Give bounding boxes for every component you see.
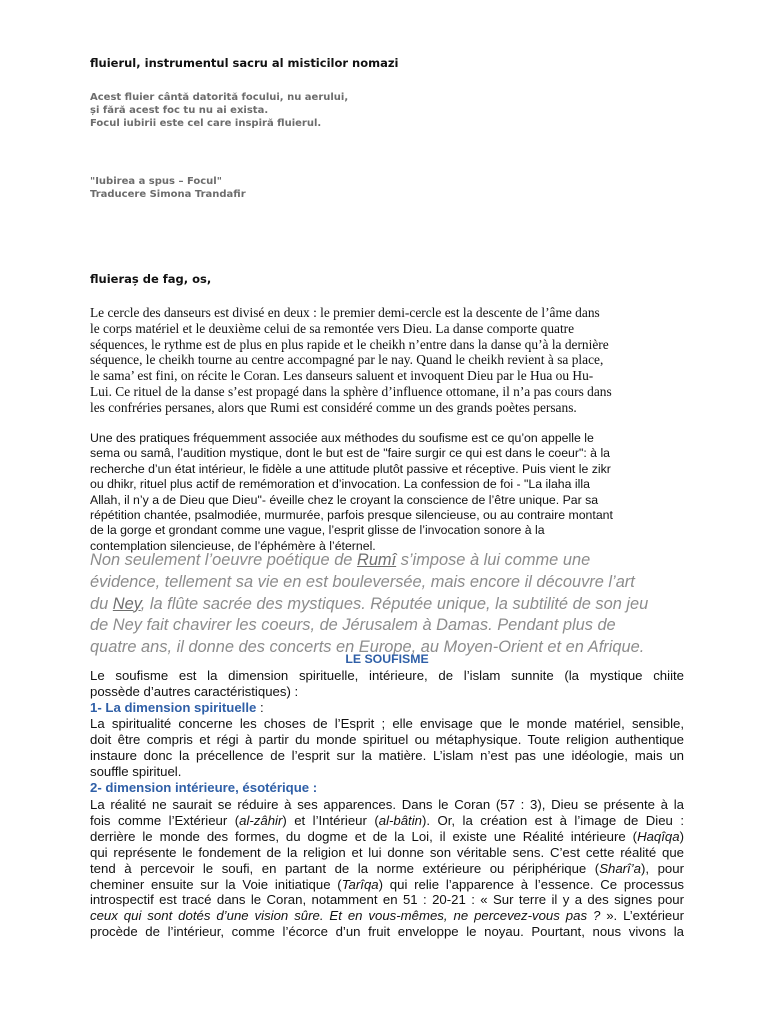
quote-line: quatre ans, il donne des concerts en Europe, au Moyen-Orient et en Afrique. (90, 638, 645, 657)
paragraph-line: le sama’ est fini, on récite le Coran. Les danseurs saluent et invoquent Dieu par le Hua ou Hu- (90, 368, 594, 384)
paragraph-line: Une des pratiques fréquemment associée aux méthodes du soufisme est ce qu’on appelle le (90, 431, 594, 445)
poem-line: Focul iubirii este cel care inspiră fluierul. (90, 118, 322, 129)
quote-text: Non seulement l’oeuvre poétique de (90, 551, 357, 569)
paragraph-line: répétition chantée, psalmodiée, murmurée, parfois presque silencieuse, ou au contraire montant (90, 508, 613, 523)
italic-term: Tarîqa (341, 876, 379, 892)
poem-block (90, 91, 348, 130)
soufisme-heading: LE SOUFISME (345, 652, 429, 666)
text-run: tend à percevoir le soufi, en partant de la norme extérieure ou périphérique ( (90, 860, 600, 876)
paragraph-line: le corps matériel et le deuxième celui de sa remontée vers Dieu. La danse comporte quatre (90, 320, 575, 336)
subheading-label: 1- La dimension spirituelle (90, 700, 257, 715)
paragraph-line: qui représente le fondement de la religion et lui donne son véritable sens. C’est cette réalité que (90, 844, 684, 860)
paragraph-line (90, 829, 684, 845)
text-run: fois comme l’Extérieur ( (90, 812, 240, 828)
page-title: fluierul, instrumentul sacru al misticilor nomazi (90, 56, 399, 70)
paragraph-line (90, 813, 684, 829)
quote-text: du (90, 594, 113, 613)
subheading-spiritual (90, 700, 264, 715)
quote-line (90, 594, 690, 616)
italic-term: Sharî’a (599, 860, 641, 876)
ney-link[interactable]: Ney (112, 594, 141, 613)
text-run: ). Or, la création est à l’image de Dieu : (422, 812, 684, 828)
italic-term: Haqîqa (637, 828, 680, 844)
sema-paragraph (90, 431, 690, 554)
paragraph-line: ou dhikr, rituel plus actif de remémoration et d’invocation. La confession de foi - "La ilaha illa (90, 477, 590, 492)
paragraph-line (90, 877, 684, 893)
text-run: derrière le monde des formes, du dogme et de la Loi, il existe une Réalité intérieure ( (90, 828, 638, 844)
dance-paragraph (90, 305, 690, 416)
paragraph-line: La réalité ne saurait se réduire à ses apparences. Dans le Coran (57 : 3), Dieu se présente à la (90, 797, 684, 812)
ney-quote (90, 550, 690, 659)
paragraph-line: Le soufisme est la dimension spirituelle, intérieure, de l’islam sunnite (la mystique chiite (90, 668, 684, 683)
paragraph-line: possède d’autres caractéristiques) : (90, 683, 299, 699)
paragraph-line: doit être compris et régi à partir du monde spirituel ou métaphysique. Toute religion authentique (90, 731, 684, 747)
text-run: ) (679, 828, 684, 844)
paragraph-line: sema ou samâ, l’audition mystique, dont le but est de "faire surgir ce qui est dans le coeur": à la (90, 446, 611, 461)
paragraph-line: Allah, il n’y a de Dieu que Dieu"- éveille chez le croyant la conscience de l’être unique. Par sa (90, 492, 599, 507)
quote-line: de Ney fait chavirer les coeurs, de Jérusalem à Damas. Pendant plus de (90, 616, 616, 635)
paragraph-line: Lui. Ce rituel de la danse s’est propagé dans la sphère d’influence ottomane, il n’a pas cours dans (90, 383, 612, 399)
credit-line: "Iubirea a spus – Focul" (90, 176, 222, 187)
text-run: ), pour (640, 860, 684, 876)
paragraph-line: contemplation silencieuse, de l’éphémère à l’éternel. (90, 538, 376, 553)
paragraph-line: procède de l’intérieur, comme l’écorce d’un fruit enveloppe le noyau. Pourtant, nous vivons la (90, 924, 684, 940)
subheading-colon: : (256, 700, 264, 715)
paragraph-line: instaure donc la précellence de l’esprit sur la matière. L’islam n’est pas une idéologie, mais un (90, 747, 684, 763)
section-subtitle: fluieraș de fag, os, (90, 272, 212, 286)
quote-line (90, 550, 690, 572)
intro-paragraph (90, 668, 684, 700)
text-run: ) qui relie l’apparence à l’essence. Ce processus (378, 876, 685, 892)
italic-term: al-bâtin (378, 812, 422, 828)
quote-line: évidence, tellement sa vie en est bouleversée, mais encore il découvre l’art (90, 572, 635, 591)
italic-quote: ceux qui sont dotés d’une vision sûre. Et en vous-mêmes, ne percevez-vous pas ? (90, 908, 601, 924)
paragraph-line: Le cercle des danseurs est divisé en deux : le premier demi-cercle est la descente de l’âme dans (90, 305, 600, 320)
quote-text: s’impose à lui comme une (396, 551, 591, 569)
quote-text: , la flûte sacrée des mystiques. Réputée unique, la subtilité de son jeu (140, 594, 649, 613)
text-run: cheminer ensuite sur la Voie initiatique ( (90, 876, 342, 892)
subheading-esoteric: 2- dimension intérieure, ésotérique : (90, 780, 318, 795)
text-run: ». L’extérieur (600, 908, 684, 924)
spiritual-paragraph (90, 716, 684, 780)
credit-line: Traducere Simona Trandafir (90, 189, 246, 200)
paragraph-line: souffle spirituel. (90, 763, 182, 779)
paragraph-line: introspectif est tracé dans le Coran, notamment en 51 : 20-21 : « Sur terre il y a des signes pour (90, 892, 684, 908)
rumi-link[interactable]: Rumî (356, 551, 397, 569)
paragraph-line: séquence, le cheikh tourne au centre accompagné par le nay. Quand le cheikh revient à sa place, (90, 352, 604, 368)
paragraph-line (90, 861, 684, 877)
paragraph-line: recherche d’un état intérieur, le fidèle a une attitude plutôt passive et réceptive. Puis vient le zikr (90, 461, 611, 476)
translation-credit (90, 175, 246, 201)
italic-term: al-zâhir (239, 812, 283, 828)
paragraph-line: séquences, le rythme est de plus en plus rapide et le cheikh n’entre dans la danse qu’à la dernière (90, 336, 609, 352)
poem-line: și fără acest foc tu nu ai exista. (90, 105, 269, 116)
paragraph-line: les confréries persanes, alors que Rumi est considéré comme un des grands poètes persans. (90, 399, 577, 415)
paragraph-line (90, 908, 684, 924)
esoteric-paragraph (90, 797, 684, 940)
poem-line: Acest fluier cântă datorită focului, nu aerului, (90, 92, 349, 103)
paragraph-line: La spiritualité concerne les choses de l’Esprit ; elle envisage que le monde matériel, sensible, (90, 716, 684, 731)
paragraph-line: de la gorge et grondant comme une vague, l’esprit glisse de l’invocation sonore à la (90, 523, 545, 538)
text-run: ) et l’Intérieur ( (282, 812, 379, 828)
